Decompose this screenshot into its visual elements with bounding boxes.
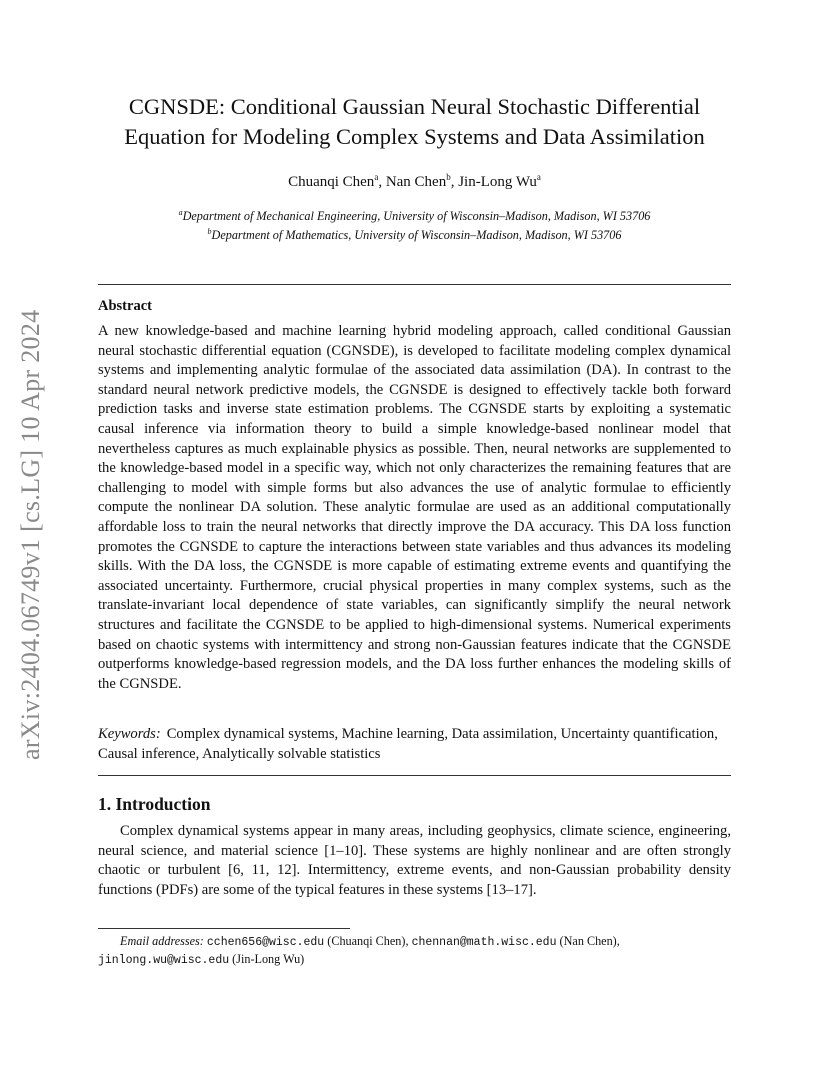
affiliation-item [98, 205, 731, 224]
email-link[interactable]: jinlong.wu@wisc.edu [98, 954, 230, 967]
introduction-body: Complex dynamical systems appear in many areas, including geophysics, climate science, engineering, neural science, and material science [1–10]. These systems are highly nonlinear and are often strongly chaotic or turbulent [6, 11, 12]. Intermittency, extreme events, and non-Gaussian probability density functions (PDFs) are some of the typical features in these systems [13–17]. [98, 823, 731, 898]
footnote-emails [98, 933, 731, 969]
author-name: Jin-Long Wu [458, 174, 537, 190]
footnote-rule [98, 928, 350, 929]
title-line-1: CGNSDE: Conditional Gaussian Neural Stochastic Differential [128, 94, 701, 119]
affiliation-item [98, 224, 731, 243]
keywords-text: Complex dynamical systems, Machine learning, Data assimilation, Uncertainty quantification, Causal inference, Analytically solvable statistics [98, 726, 718, 762]
author-name: Nan Chen [385, 174, 447, 190]
email-separator: , [405, 934, 412, 948]
email-separator: , [616, 934, 620, 948]
section-heading-introduction: 1. Introduction [98, 794, 211, 814]
keywords-label: Keywords: [98, 726, 161, 742]
affil-mark: a [178, 208, 183, 217]
author-separator: , [450, 174, 459, 190]
abstract-body: A new knowledge-based and machine learning hybrid modeling approach, called conditional Gaussian neural stochastic differential equation (CGNSDE), is developed to facilitate modeling complex dynamical systems and implementing analytic formulae of the associated data assimilation (DA). In contrast to the standard neural network predictive models, the CGNSDE is designed to effectively tackle both forward prediction tasks and inverse state estimation problems. The CGNSDE starts by exploiting a systematic causal inference via information theory to build a simple knowledge-based nonlinear model that nevertheless captures as much explainable physics as possible. Then, neural networks are supplemented to the knowledge-based model in a specific way, which not only characterizes the remaining features that are challenging to model with simple forms but also advances the use of analytic formulae to efficiently compute the nonlinear DA solution. These analytic formulae are used as an additional computationally affordable loss to train the neural networks that directly improve the DA accuracy. This DA loss function promotes the CGNSDE to capture the interactions between state variables and thus advances its modeling skills. With the DA loss, the CGNSDE is more capable of estimating extreme events and quantifying the associated uncertainty. Furthermore, crucial physical properties in many complex systems, such as the translate-invariant local dependence of state variables, can significantly simplify the neural network structures and facilitate the CGNSDE to be applied to high-dimensional systems. Numerical experiments based on chaotic systems with intermittency and strong non-Gaussian features indicate that the CGNSDE outperforms knowledge-based regression models, and the DA loss further enhances the modeling skills of the CGNSDE. [98, 323, 731, 692]
author-separator: , [378, 174, 386, 190]
divider-bottom [98, 775, 731, 776]
affil-text: Department of Mathematics, University of Wisconsin–Madison, Madison, WI 53706 [211, 228, 622, 243]
author-affil-mark: a [536, 172, 541, 182]
email-link[interactable]: chennan@math.wisc.edu [411, 936, 557, 949]
author-list [98, 172, 731, 191]
email-owner: (Jin-Long Wu) [232, 952, 305, 966]
affil-text: Department of Mechanical Engineering, University of Wisconsin–Madison, Madison, WI 53706 [182, 209, 651, 224]
title-line-2: Equation for Modeling Complex Systems and Data Assimilation [124, 124, 705, 149]
footnote-label: Email addresses: [120, 934, 204, 948]
email-owner: (Nan Chen) [559, 934, 617, 948]
email-link[interactable]: cchen656@wisc.edu [206, 936, 325, 949]
author-affil-mark: b [446, 172, 451, 182]
divider-top [98, 284, 731, 285]
author-affil-mark: a [374, 172, 379, 182]
arxiv-identifier: arXiv:2404.06749v1 [cs.LG] 10 Apr 2024 [16, 309, 45, 760]
paper-title [78, 92, 751, 152]
affil-mark: b [207, 227, 212, 237]
abstract-heading: Abstract [98, 298, 152, 314]
keywords-block [98, 725, 731, 764]
email-owner: (Chuanqi Chen) [327, 934, 406, 948]
author-name: Chuanqi Chen [288, 174, 375, 190]
affiliation-list [98, 205, 731, 243]
